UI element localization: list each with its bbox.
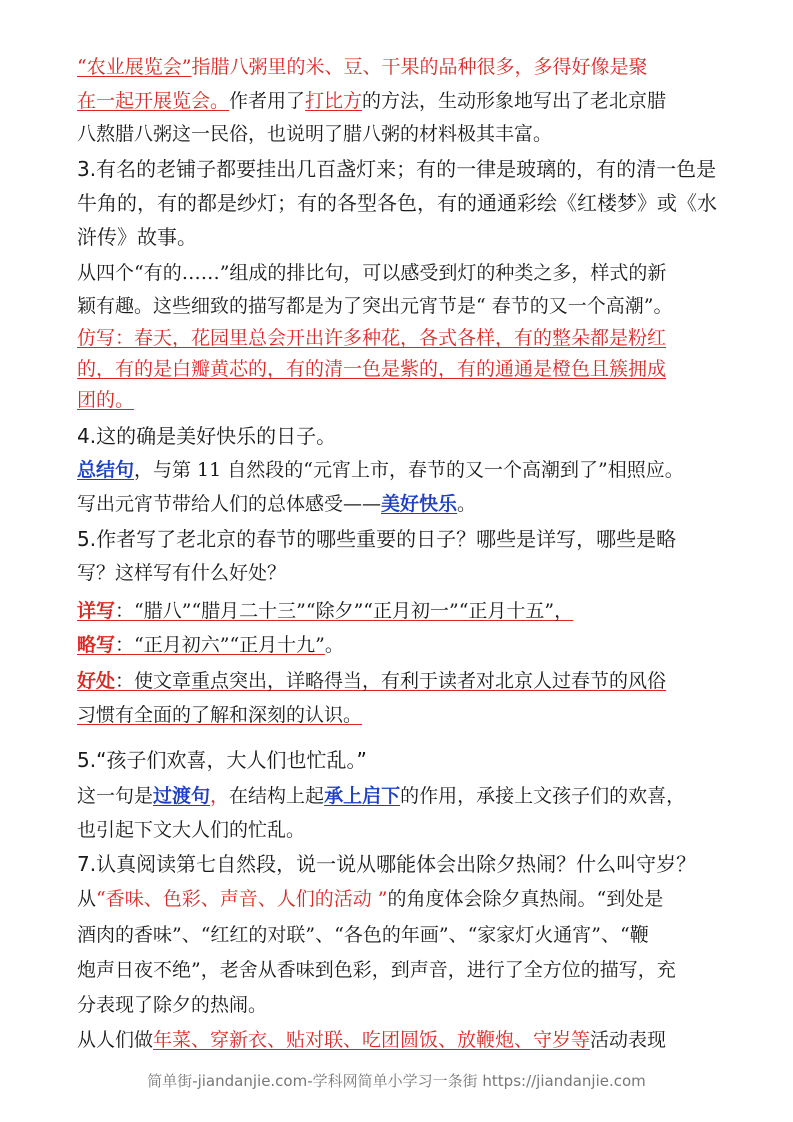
answer-text: [77, 458, 757, 482]
answer-text: 炮声日夜不绝”，老舍从香味到色彩，到声音，进行了全方位的描写，充: [77, 959, 676, 981]
question-text: 5.作者写了老北京的春节的哪些重要的日子？哪些是详写，哪些是略: [77, 527, 677, 551]
question-text: 写？这样写有什么好处？: [77, 562, 287, 584]
body-text: 在结构上起: [229, 785, 325, 807]
answer-text: [77, 633, 757, 657]
label-detailed: 详写: [77, 600, 116, 622]
label-brief: 略写: [77, 634, 116, 656]
answer-text: [77, 669, 757, 693]
highlighted-term: “农业展览会”: [77, 56, 192, 78]
question-text: 浒传》故事。: [77, 225, 197, 249]
answer-text: [77, 1028, 757, 1052]
explanation-text: 指腊八粥里的米、豆、干果的品种很多，多得好像是聚: [191, 56, 648, 78]
question-text: 5.“孩子们欢喜，大人们也忙乱。”: [77, 748, 367, 772]
rhetoric-term: 打比方: [305, 90, 363, 112]
text-line: [77, 89, 757, 113]
detailed-days: ：“腊八”“腊月二十三”“除夕”“正月初一”“正月十五”，: [115, 600, 574, 622]
text-line: 八熬腊八粥这一民俗，也说明了腊八粥的材料极其丰富。: [77, 123, 553, 145]
question-text: 7.认真阅读第七自然段，说一说从哪能体会出除夕热闹？什么叫守岁？: [77, 852, 697, 876]
imitation-text: 的，有的是白瓣黄芯的，有的清一色是紫的，有的通通是橙色且簇拥成: [77, 358, 667, 380]
brief-days: ：“正月初六”“正月十九”: [115, 634, 325, 656]
body-text: 。: [324, 634, 344, 656]
answer-text: 从四个“有的……”组成的排比句，可以感受到灯的种类之多，样式的新: [77, 262, 667, 284]
imitation-text: 仿写：春天，花园里总会开出许多种花，各式各样，有的整朵都是粉红: [77, 327, 667, 349]
answer-text: [77, 492, 757, 516]
angle-terms: “香味、色彩、声音、人们的活动 ”: [96, 888, 388, 910]
benefit-text: 习惯有全面的了解和深刻的认识。: [77, 704, 363, 726]
body-text: 活动表现: [590, 1029, 667, 1051]
question-text: 4.这的确是美好快乐的日子。: [77, 424, 337, 448]
answer-text: 颖有趣。这些细致的描写都是为了突出元宵节是“ 春节的又一个高潮”。: [77, 295, 673, 317]
imitation-text: 团的。: [77, 389, 135, 411]
body-text: 从: [77, 888, 97, 910]
body-text: 作者用了: [229, 90, 306, 112]
key-term: 总结句: [77, 459, 135, 481]
question-text: 3.有名的老铺子都要挂出几百盏灯来；有的一律是玻璃的，有的清一色是: [77, 157, 717, 181]
answer-text: 酒肉的香味”、“红红的对联”、“各色的年画”、“家家灯火通宵”、“鞭: [77, 924, 649, 946]
body-text: 的角度体会除夕真热闹。“到处是: [387, 888, 664, 910]
body-text: 的作用，承接上文孩子们的欢喜，: [400, 785, 686, 807]
body-text: ，与第 11 自然段的“元宵上市，春节的又一个高潮到了”相照应。: [134, 459, 684, 481]
question-text: 牛角的，有的都是纱灯；有的各型各色，有的通通彩绘《红楼梦》或《水: [77, 191, 717, 215]
punctuation: ，: [210, 785, 230, 807]
key-term: 承上启下: [324, 785, 401, 807]
label-benefit: 好处: [77, 670, 116, 692]
body-text: 从人们做: [77, 1029, 154, 1051]
body-text: 这一句是: [77, 785, 154, 807]
body-text: 。: [457, 493, 477, 515]
answer-text: 也引起下文大人们的忙乱。: [77, 819, 306, 841]
answer-text: [77, 599, 757, 623]
key-term: 过渡句: [153, 785, 211, 807]
page-footer: 简单街-jiandanjie.com-学科网简单小学习一条街 https://jiandanjie.com: [147, 1072, 646, 1090]
activity-terms: 年菜、穿新衣、贴对联、吃团圆饭、放鞭炮、守岁等: [153, 1029, 591, 1051]
answer-text: [77, 784, 757, 808]
benefit-text: ：使文章重点突出，详略得当，有利于读者对北京人过春节的风俗: [115, 670, 667, 692]
key-term: 美好快乐: [381, 493, 458, 515]
body-text: 写出元宵节带给人们的总体感受——: [77, 493, 382, 515]
body-text: 的方法，生动形象地写出了老北京腊: [362, 90, 667, 112]
answer-text: [77, 887, 757, 911]
explanation-text: 在一起开展览会。: [77, 90, 230, 112]
text-line: [77, 55, 757, 79]
answer-text: 分表现了除夕的热闹。: [77, 994, 268, 1016]
